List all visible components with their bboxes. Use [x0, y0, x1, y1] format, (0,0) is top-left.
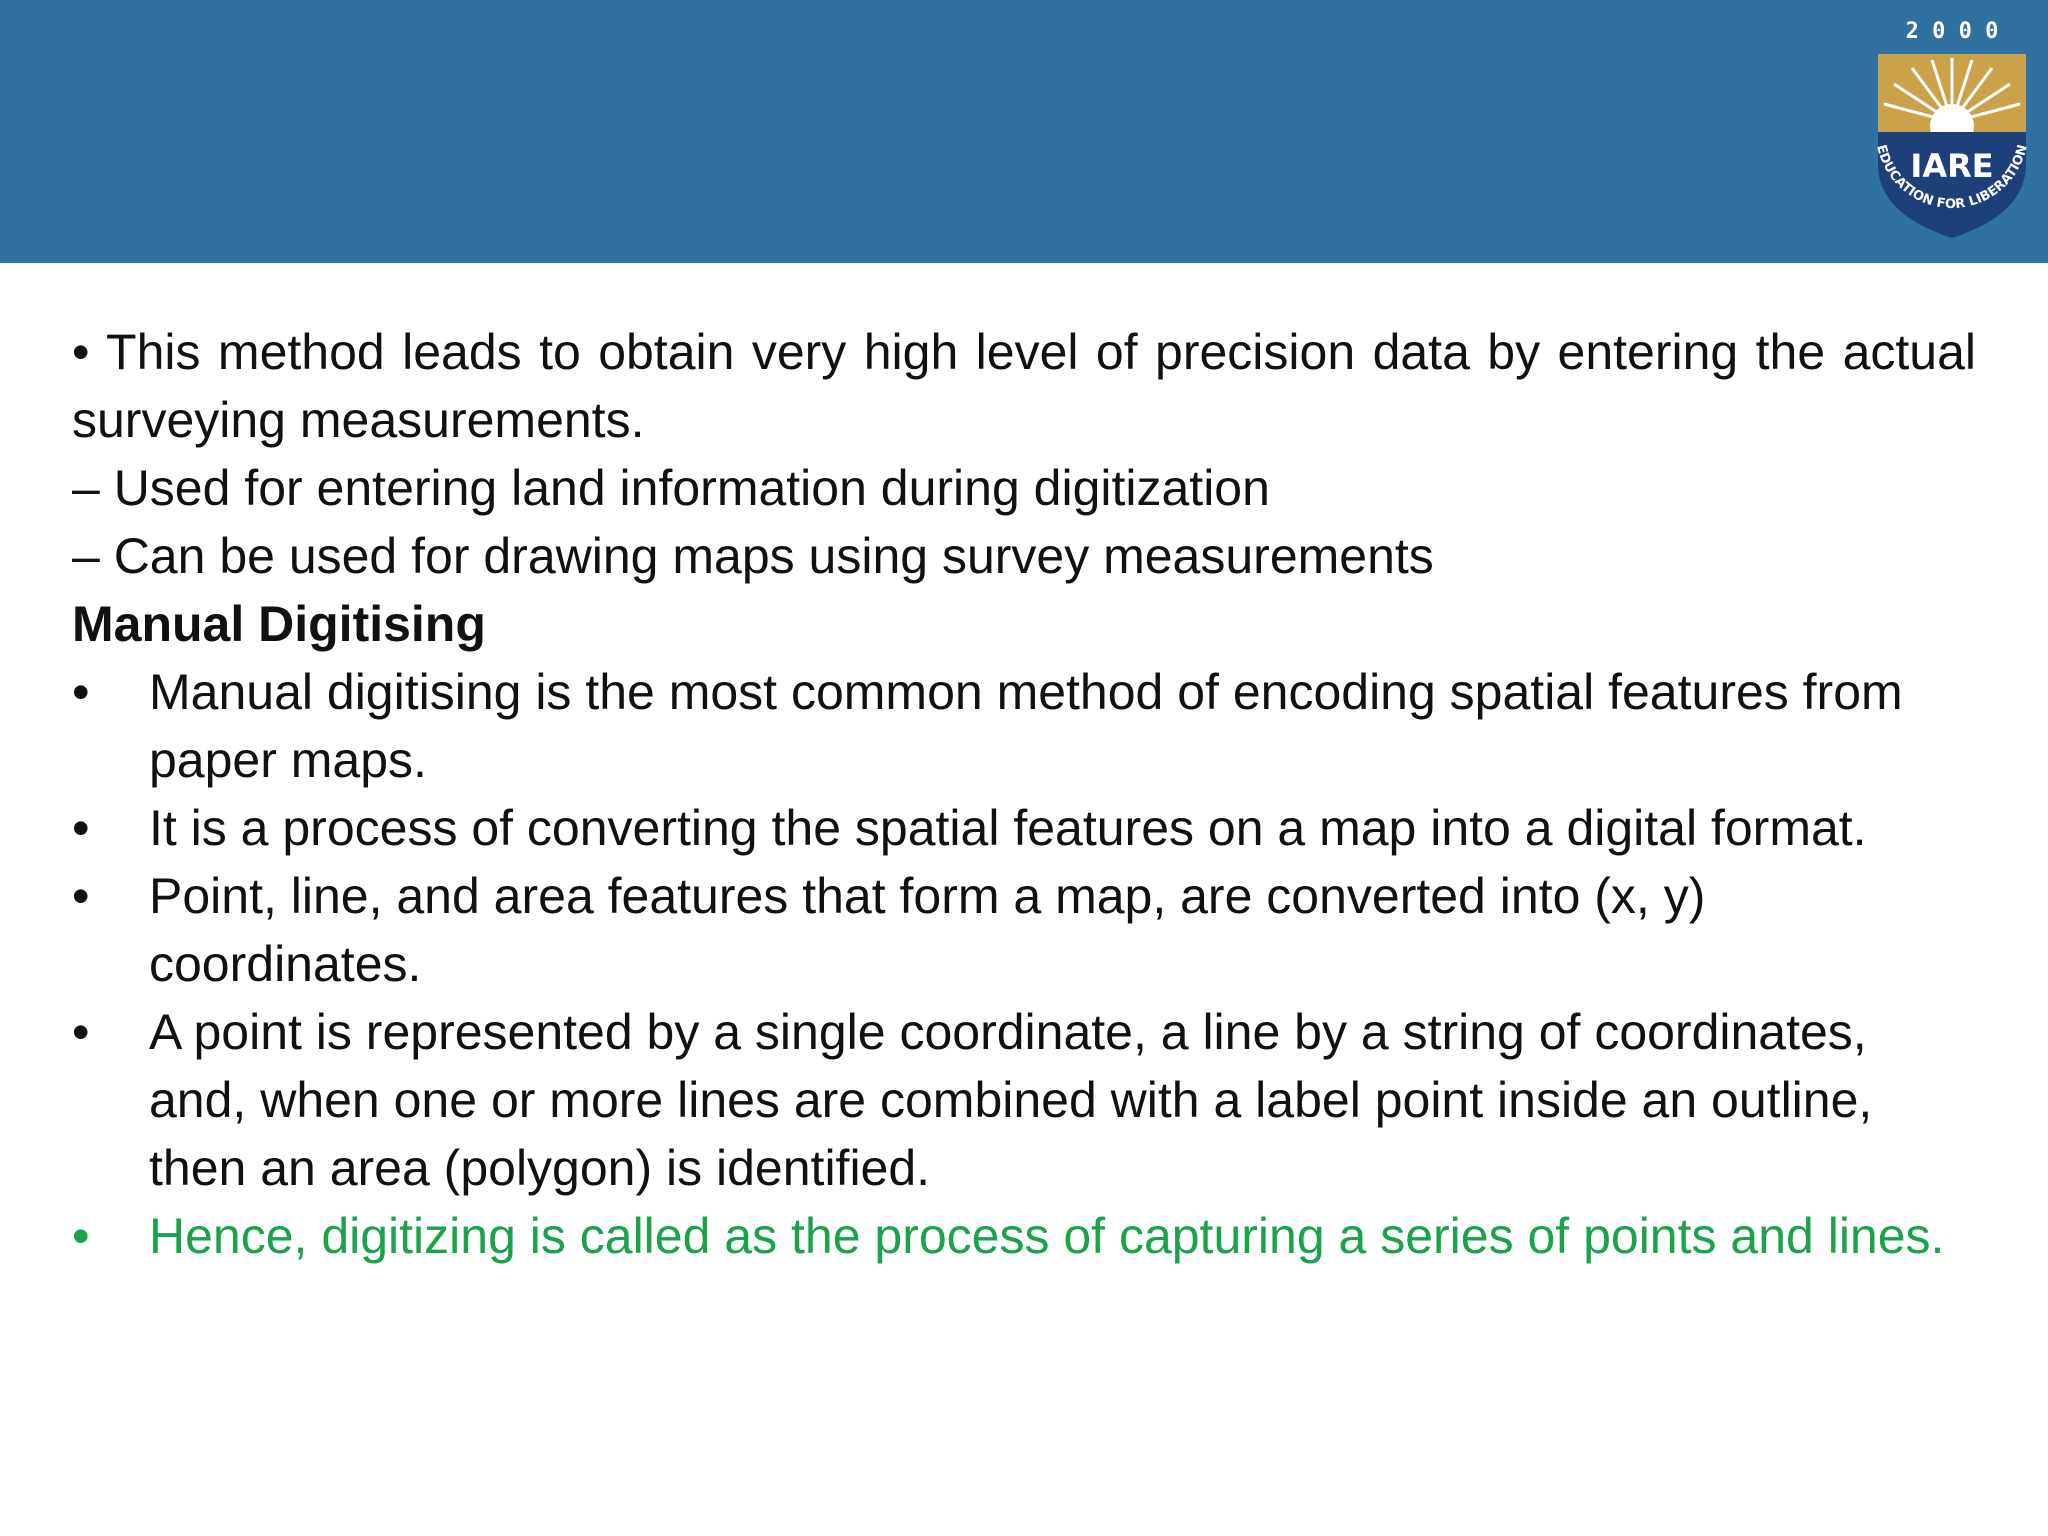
bullet-item [72, 998, 1976, 1202]
iare-logo [1848, 14, 2048, 250]
bullet-marker: • [72, 868, 90, 924]
slide-content [72, 318, 1976, 1270]
bullet-list [72, 658, 1976, 1270]
logo-name: IARE [1910, 147, 1994, 185]
bullet-text: It is a process of converting the spatial features on a map into a digital format. [149, 800, 1867, 856]
bullet-text: Hence, digitizing is called as the process of capturing a series of points and lines. [149, 1208, 1945, 1264]
sub-point: – Can be used for drawing maps using survey measurements [72, 528, 1434, 584]
sub-point: – Used for entering land information during digitization [72, 460, 1270, 516]
bullet-marker: • [72, 1208, 90, 1264]
bullet-text: Manual digitising is the most common method of encoding spatial features from paper maps. [149, 664, 1903, 788]
intro-text: This method leads to obtain very high level of precision data by entering the actual surveying measurements. [72, 324, 1976, 448]
bullet-marker: • [72, 1004, 90, 1060]
intro-bullet: • [72, 324, 90, 380]
header-band [0, 0, 2048, 263]
bullet-text: A point is represented by a single coordinate, a line by a string of coordinates, and, when one or more lines are combined with a label point inside an outline, then an area (polygon) is identified. [149, 1004, 1873, 1196]
bullet-item [72, 658, 1976, 794]
intro-paragraph [72, 318, 1976, 454]
bullet-text: Point, line, and area features that form a map, are converted into (x, y) coordinates. [149, 868, 1706, 992]
bullet-item-highlighted [72, 1202, 1976, 1270]
logo-motto-path: EDUCATION FOR LIBERATION [1873, 143, 2031, 213]
section-heading: Manual Digitising [72, 596, 486, 652]
bullet-item [72, 862, 1976, 998]
bullet-item [72, 794, 1976, 862]
iare-logo-emblem [1848, 14, 2048, 250]
logo-year: 2 0 0 0 [1905, 19, 1999, 44]
bullet-marker: • [72, 800, 90, 856]
bullet-marker: • [72, 664, 90, 720]
